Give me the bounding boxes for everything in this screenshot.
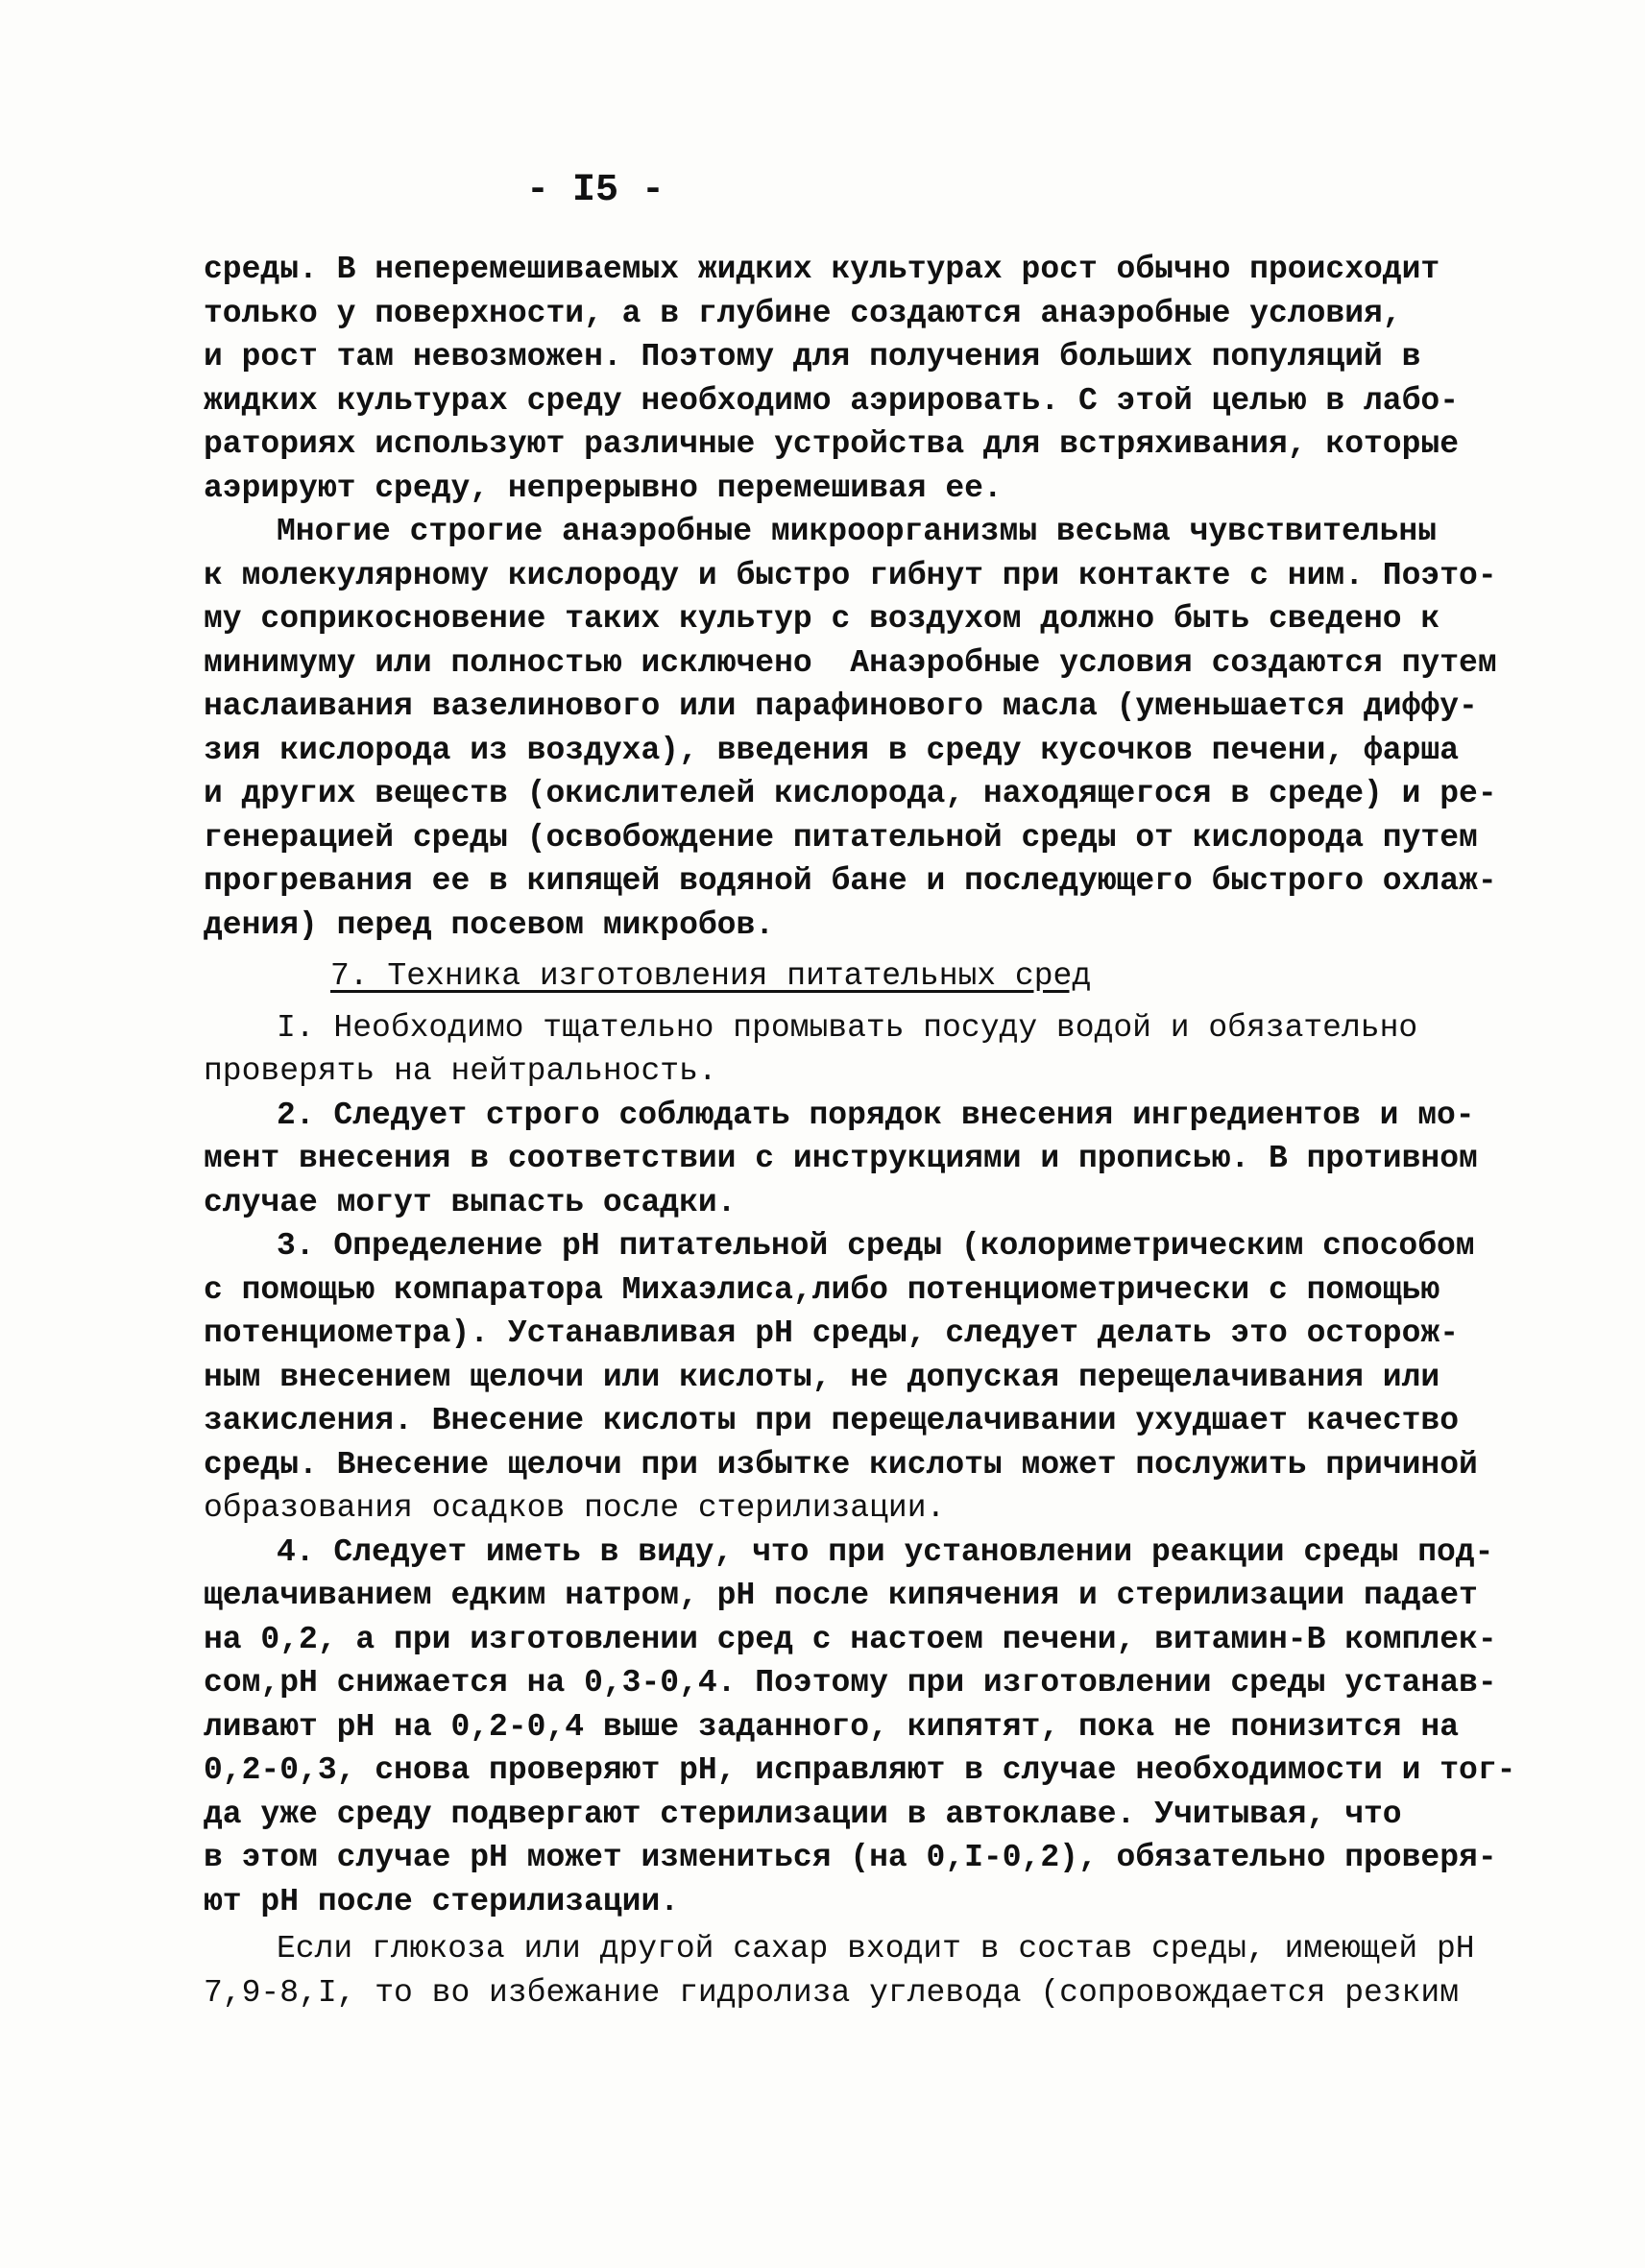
text-line: щелачиванием едким натром, рН после кипячения и стерилизации падает <box>204 1578 1478 1613</box>
body-text <box>204 248 1516 2015</box>
text-line: 7,9-8,I, то во избежание гидролиза углевода (сопровождается резким <box>204 1974 1460 2011</box>
text-line: ливают рН на 0,2-0,4 выше заданного, кипятят, пока не понизится на <box>204 1708 1460 1745</box>
text-line: прогревания ее в кипящей водяной бане и последующего быстрого охлаж- <box>204 863 1497 899</box>
text-line: да уже среду подвергают стерилизации в автоклаве. Учитывая, что <box>204 1796 1402 1832</box>
text-line: потенциометра). Устанавливая рН среды, следует делать это осторож- <box>204 1315 1460 1351</box>
text-line: аэрируют среду, непрерывно перемешивая ее. <box>204 470 1003 506</box>
text-line: Если глюкоза или другой сахар входит в состав среды, имеющей рН <box>277 1931 1475 1966</box>
text-line: жидких культурах среду необходимо аэрировать. С этой целью в лабо- <box>204 382 1460 419</box>
text-line: с помощью компаратора Михаэлиса,либо потенциометрически с помощью <box>204 1271 1440 1308</box>
text-line: образования осадков после стерилизации. <box>204 1490 946 1526</box>
text-line: 2. Следует строго соблюдать порядок внесения ингредиентов и мо- <box>277 1097 1475 1133</box>
text-line: зия кислорода из воздуха), введения в среду кусочков печени, фарша <box>204 732 1460 768</box>
section-title: 7. Техника изготовления питательных сред <box>330 958 1092 994</box>
text-line: генерацией среды (освобождение питательной среды от кислорода путем <box>204 819 1478 856</box>
text-line: 3. Определение рН питательной среды (колориметрическим способом <box>277 1228 1475 1264</box>
text-line: сом,рН снижается на 0,3-0,4. Поэтому при изготовлении среды устанав- <box>204 1665 1497 1701</box>
page-number: - I5 - <box>525 169 665 212</box>
text-line: на 0,2, а при изготовлении сред с настоем печени, витамин-В комплек- <box>204 1621 1497 1657</box>
text-line: минимуму или полностью исключено Анаэробные условия создаются путем <box>204 644 1497 681</box>
text-line: и других веществ (окислителей кислорода, находящегося в среде) и ре- <box>204 776 1497 811</box>
text-line: Многие строгие анаэробные микроорганизмы весьма чувствительны <box>277 514 1437 549</box>
text-line: и рост там невозможен. Поэтому для получения больших популяций в <box>204 339 1421 374</box>
text-line: наслаивания вазелинового или парафинового масла (уменьшается диффу- <box>204 688 1478 724</box>
text-line: случае могут выпасть осадки. <box>204 1184 737 1220</box>
text-line: среды. В неперемешиваемых жидких культурах рост обычно происходит <box>204 252 1440 287</box>
text-line: дения) перед посевом микробов. <box>204 906 775 943</box>
text-line: проверять на нейтральность. <box>204 1053 717 1089</box>
text-line: раториях используют различные устройства для встряхивания, которые <box>204 426 1460 462</box>
text-line: в этом случае рН может измениться (на 0,I-0,2), обязательно проверя- <box>204 1840 1497 1875</box>
text-line: I. Необходимо тщательно промывать посуду водой и обязательно <box>277 1009 1418 1046</box>
text-line: мент внесения в соответствии с инструкциями и прописью. В противном <box>204 1141 1478 1176</box>
text-line: только у поверхности, а в глубине создаются анаэробные условия, <box>204 295 1402 331</box>
text-line: 0,2-0,3, снова проверяют рН, исправляют в случае необходимости и тог- <box>204 1752 1516 1788</box>
text-line: 4. Следует иметь в виду, что при установлении реакции среды под- <box>277 1533 1494 1570</box>
text-line: закисления. Внесение кислоты при перещелачивании ухудшает качество <box>204 1403 1460 1438</box>
text-line: ным внесением щелочи или кислоты, не допуская перещелачивания или <box>204 1359 1440 1395</box>
text-line: ют рН после стерилизации. <box>204 1883 680 1919</box>
text-line: среды. Внесение щелочи при избытке кислоты может послужить причиной <box>204 1446 1478 1483</box>
text-line: му соприкосновение таких культур с воздухом должно быть сведено к <box>204 601 1440 637</box>
text-line: к молекулярному кислороду и быстро гибнут при контакте с ним. Поэто- <box>204 557 1497 593</box>
